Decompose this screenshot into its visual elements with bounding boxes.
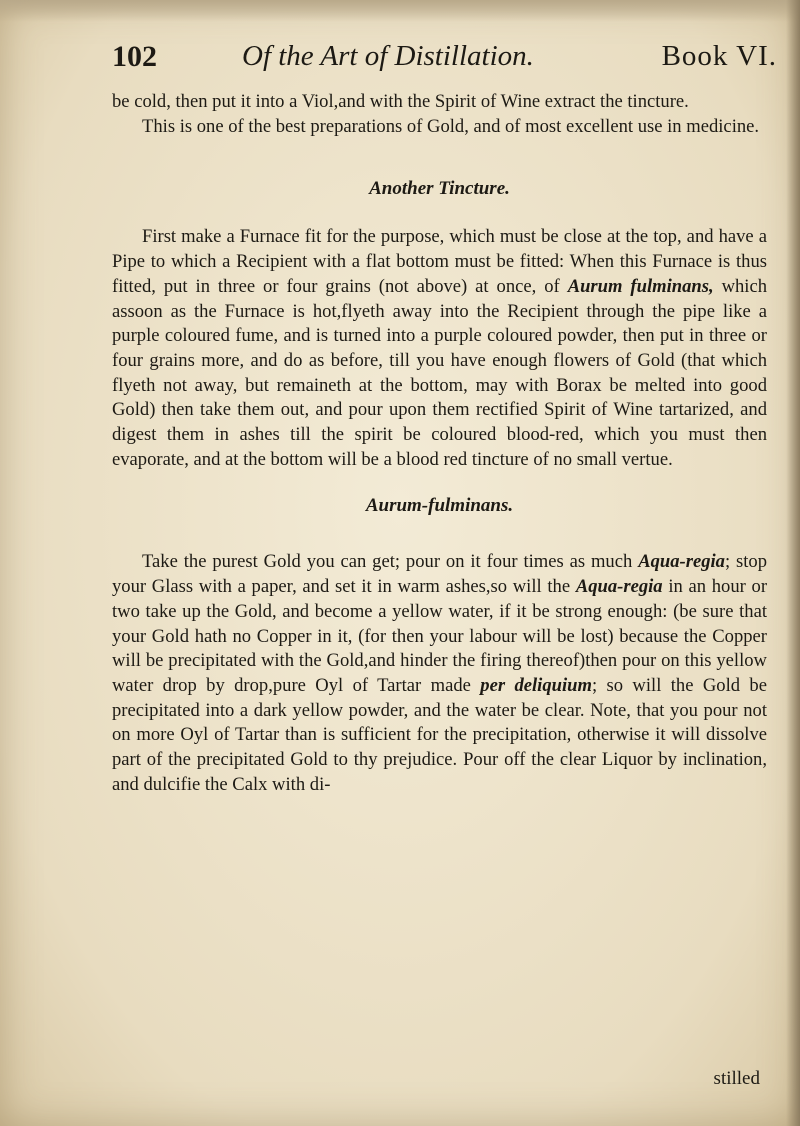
paragraph-text: which assoon as the Furnace is hot,flyeth away into the Recipient through the pipe like a purple coloured fume, and is turned into a purple coloured powder, then put in three or four grains more, and do as before, till you have enough flowers of Gold (that which flyeth not away, but remaineth at the bottom, may with Borax be melted into good Gold) then take them out, and pour upon them rectified Spirit of Wine tartarized, and digest them in ashes till the spirit be coloured blood-red, which you must then evaporate, and at the bottom will be a blood red tincture of no small vertue. <box>112 275 768 470</box>
term-aqua-regia: Aqua-regia <box>575 576 663 598</box>
section-heading-another-tincture: Another Tincture. <box>369 178 510 200</box>
paragraph-continuation: be cold, then put it into a Viol,and with the Spirit of Wine extract the tincture. <box>112 91 689 112</box>
page-top-edge <box>0 0 800 22</box>
paragraph-text: in an hour or two take up the Gold, and become a yellow water, if it be strong enough: (be sure that your Gold hath no Copper in it, (for then your labour will be lost) because the Copper will be precipitated with the Gold,and hinder the firing thereof)then pour on this yellow water drop by drop,pure Oyl of Tartar made <box>112 576 768 696</box>
paragraph-text: ; so will the Gold be precipitated into a dark yellow powder, and the water be clear. Note, that you pour not on more Oyl of Tartar than is sufficient for the precipitation, otherwise it will dissolve part of the precipitated Gold to thy prejudice. Pour off the clear Liquor by inclination, and dulcifie the Calx with di- <box>112 674 767 795</box>
catchword: stilled <box>713 1068 760 1089</box>
page-body <box>112 90 767 797</box>
paragraph-text: ; stop your Glass with a paper, and set it in warm ashes,so will the <box>112 551 768 598</box>
book-label: Book VI. <box>661 40 777 72</box>
term-aurum-fulminans: Aurum fulminans, <box>567 275 714 297</box>
running-header <box>112 40 777 86</box>
paragraph-text: First make a Furnace fit for the purpose, which must be close at the top, and have a Pipe to which a Recipient with a flat bottom must be fitted: When this Furnace is thus fitted, put in three or four grains (not above) at once, of <box>112 226 767 297</box>
page-number: 102 <box>112 40 157 73</box>
paragraph-furnace <box>112 225 767 472</box>
term-aqua-regia: Aqua-regia <box>638 551 725 573</box>
paragraph-text: Take the purest Gold you can get; pour on it four times as much <box>142 551 633 573</box>
section-heading-aurum-fulminans: Aurum-fulminans. <box>365 495 514 517</box>
term-per-deliquium: per deliquium <box>480 674 592 696</box>
running-title: Of the Art of Distillation. <box>242 40 534 72</box>
paragraph-preparations: This is one of the best preparations of Gold, and of most excellent use in medicine. <box>142 115 760 137</box>
page-binding-edge <box>786 0 800 1126</box>
paragraph-purest-gold <box>112 550 767 797</box>
